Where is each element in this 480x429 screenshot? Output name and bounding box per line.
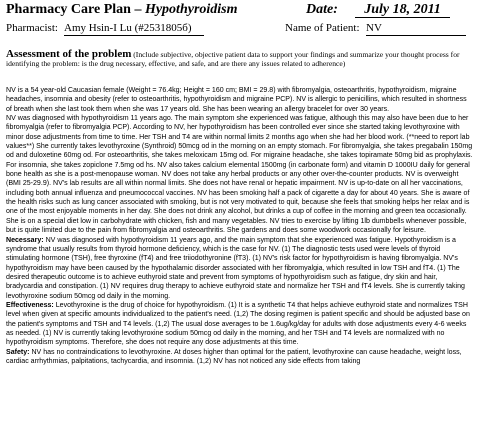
safety-label: Safety:	[6, 348, 30, 356]
assessment-instructions: (Include subjective, objective patient data to support your findings and summarize your thought process for identifying the problem: is the drug necessary, effective, and safe, and are there any issues related to adherence)	[6, 50, 460, 68]
safety-text: NV has no contraindications to levothyroxine. At doses higher than optimal for the patient, levothyroxine can cause headache, weight loss, cardiac arrhythmias, palpitations, tachycardia, and insomnia. (1,2) NV has not noticed any side effects from taking	[6, 348, 462, 365]
pharmacist-value: Amy Hsin-I Lu (#2531805б)	[64, 22, 204, 36]
pharmacist-row	[0, 22, 480, 38]
patient-label: Name of Patient:	[285, 22, 360, 34]
date-value: July 18, 2011	[355, 2, 450, 18]
safety-paragraph	[6, 348, 474, 367]
effectiveness-text: Levothyroxine is the drug of choice for hypothyroidism. (1) It is a synthetic T4 that helps achieve euthyroid state and normalizes TSH level when given at specific amounts individualized to the patient's need. (1,2) The dosing regimen is patient specific and should be adjusted base on the patient's symptoms and TSH and T4 levels. (1,2) The usual dose averages to be 1.6ug/kg/day for adults with dose adjustments every 4-6 weeks as needed. (1) NV is currently taking levothyroxine sodium 50mcg od daily in the morning, and her TSH and T4 levels are normalized with no hypothyroidism symptoms. Therefore, she does not require any dose adjustments at this time.	[6, 301, 470, 347]
effectiveness-paragraph	[6, 301, 474, 348]
necessary-paragraph	[6, 236, 474, 301]
history-paragraph: NV was diagnosed with hypothyroidism 11 years ago. The main symptom she experienced was fatigue, although this may also have been due to her fibromyalgia (refer to fibromyalgia PCP). According to NV, her hypothyroidism has been controlled ever since she started taking levothyroxine with minor dose adjustments from time to time. Her TSH and T4 are within normal limits 2 months ago when she had her blood work. (**need to report lab values**) She currently takes levothyroxine (Synthroid) 50mcg od in the morning on an empty stomach. For fibromyalgia, she takes pregabalin 150mg od and duloxetine 60mg od. For osteoarthritis, she takes meloxicam 15mg od. For migraine headache, she takes topiramate 50mg bid as prophylaxis. For insomnia, she takes zopiclone 7.5mg od hs. NV also takes calcium elemental 1500mg (in carbonate form) and vitamin D 1000IU daily for general bone health as she is a post-menopause woman. NV does not take any herbal products or any other over-the-counter products. NV is overweight (BMI 25-29.9). NV's lab results are all within normal limits. She does not have renal or hepatic impairment. NV is up-to-date on all her vaccinations, including both annual influenza and pneumococcal vaccines. NV has been smoking half a pack of cigarette a day for about 40 years. She is aware of the health risks such as lung cancer associated with smoking, but is not very motivated to quit, because she feels that smoking helps her relax and is one of the most enjoyable moments in her day. She does not drink any alcohol, but drinks a cup of coffee in the morning and green tea occasionally. She is on a special diet low in carbohydrate with chicken, fish and many vegetables. NV tries to exercise by lifting 1lb dumbbells whenever possible, but is quite limited due to the pain from fibromyalgia and osteoarthritis. She gardens and does some woodwork occasionally for leisure.	[6, 115, 473, 235]
effectiveness-label: Effectiveness:	[6, 301, 54, 309]
patient-summary-paragraph: NV is a 54 year-old Caucasian female (Weight = 76.4kg; Height = 160 cm; BMI = 29.8) with fibromyalgia, osteoarthritis, hypothyroidism, migraine headaches, insomnia and obesity (refer to osteoarthritis, hypothyroidism and migraine PCP). NV is allergic to penicillins, which resulted in shortness of breath when she last took them when she was 17 years old. She has been wearing an allergy bracelet for over 30 years.	[6, 87, 467, 113]
necessary-label: Necessary:	[6, 236, 44, 244]
title-main: Pharmacy Care Plan –	[6, 2, 142, 17]
pharmacist-label: Pharmacist:	[6, 22, 58, 34]
necessary-text: NV was diagnosed with hypothyroidism 11 years ago, and the main symptom that she experienced was fatigue. Hypothyroidism is a syndrome that usually results from thyroid hormone deficiency, which is the case for NV. (1) The diagnostic tests used were levels of thyroid stimulating hormone (TSH), free thyroxine (fT4) and free triiodothyronine (fT3). (1) NV's risk factor for hypothyroidism is having fibromyalgia. NV's hypothyroidism may have been caused by the hypothalamic disorder associated with her fibromyalgia, which resulted in low TSH and fT4. (1) The desired therapeutic outcome is to achieve euthyroid state and prevent from symptoms of hypothyroidism such as fatigue, dry skin and hair, bradycardia and constipation. (1) NV requires drug therapy to achieve euthyroid state and normalize her TSH and fT4 levels. She is currently taking levothyroxine sodium 50mcg od daily in the morning.	[6, 236, 465, 300]
assessment-heading-block	[6, 50, 472, 68]
assessment-heading: Assessment of the problem	[6, 48, 132, 60]
title-condition: Hypothyroidism	[144, 2, 238, 17]
assessment-body	[6, 86, 474, 366]
header-row	[0, 2, 480, 20]
page-title	[6, 2, 238, 18]
patient-value: NV	[366, 22, 466, 36]
date-label: Date:	[306, 2, 338, 17]
